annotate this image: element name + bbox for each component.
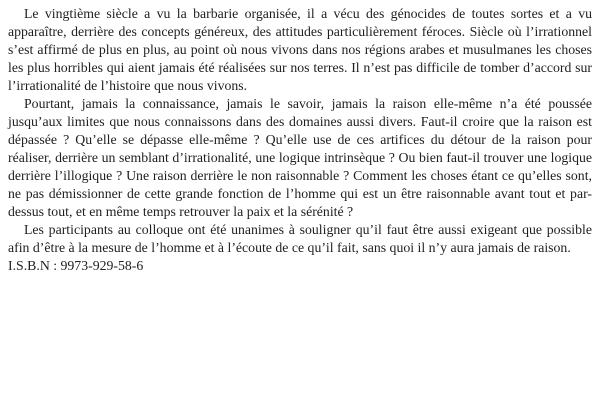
isbn-line: I.S.B.N : 9973-929-58-6 [8,258,144,273]
paragraph-3: Les participants au colloque ont été unanimes à souligner qu’il faut être aussi exigeant que possible afin d’être à la mesure de l’homme et à l’écoute de ce qu’il fait, sans quoi il n’y aura jamais de raison. [8,222,592,255]
paragraph-1: Le vingtième siècle a vu la barbarie organisée, il a vécu des génocides de toutes sortes et a vu apparaître, derrière des concepts généreux, des attitudes particulièrement féroces. Siècle où l’irrationnel s’est affirmé de plus en plus, au point où nous vivons dans nos régions arabes et musulmanes les choses les plus horribles qui aient jamais été réalisées sur nos terres. Il n’est pas difficile de tomber d’accord sur l’irrationalité de l’histoire que nous vivons. [8,6,592,93]
paragraph-2: Pourtant, jamais la connaissance, jamais le savoir, jamais la raison elle-même n’a été poussée jusqu’aux limites que nous connaissons dans des domaines aussi divers. Faut-il croire que la raison est dépassée ? Qu’elle se dépasse elle-même ? Qu’elle use de ces artifices du détour de la raison pour réaliser, derrière un semblant d’irrationalité, une logique intrinsèque ? Ou bien faut-il trouver une logique derrière l’illogique ? Une raison derrière le non raisonnable ? Comment les choses étant ce qu’elles sont, ne pas démissionner de cette grande fonction de l’homme qui est un être raisonnable avant tout et par-dessus tout, et en même temps retrouver la paix et la sérénité ? [8,96,592,219]
document-body [8,5,592,275]
